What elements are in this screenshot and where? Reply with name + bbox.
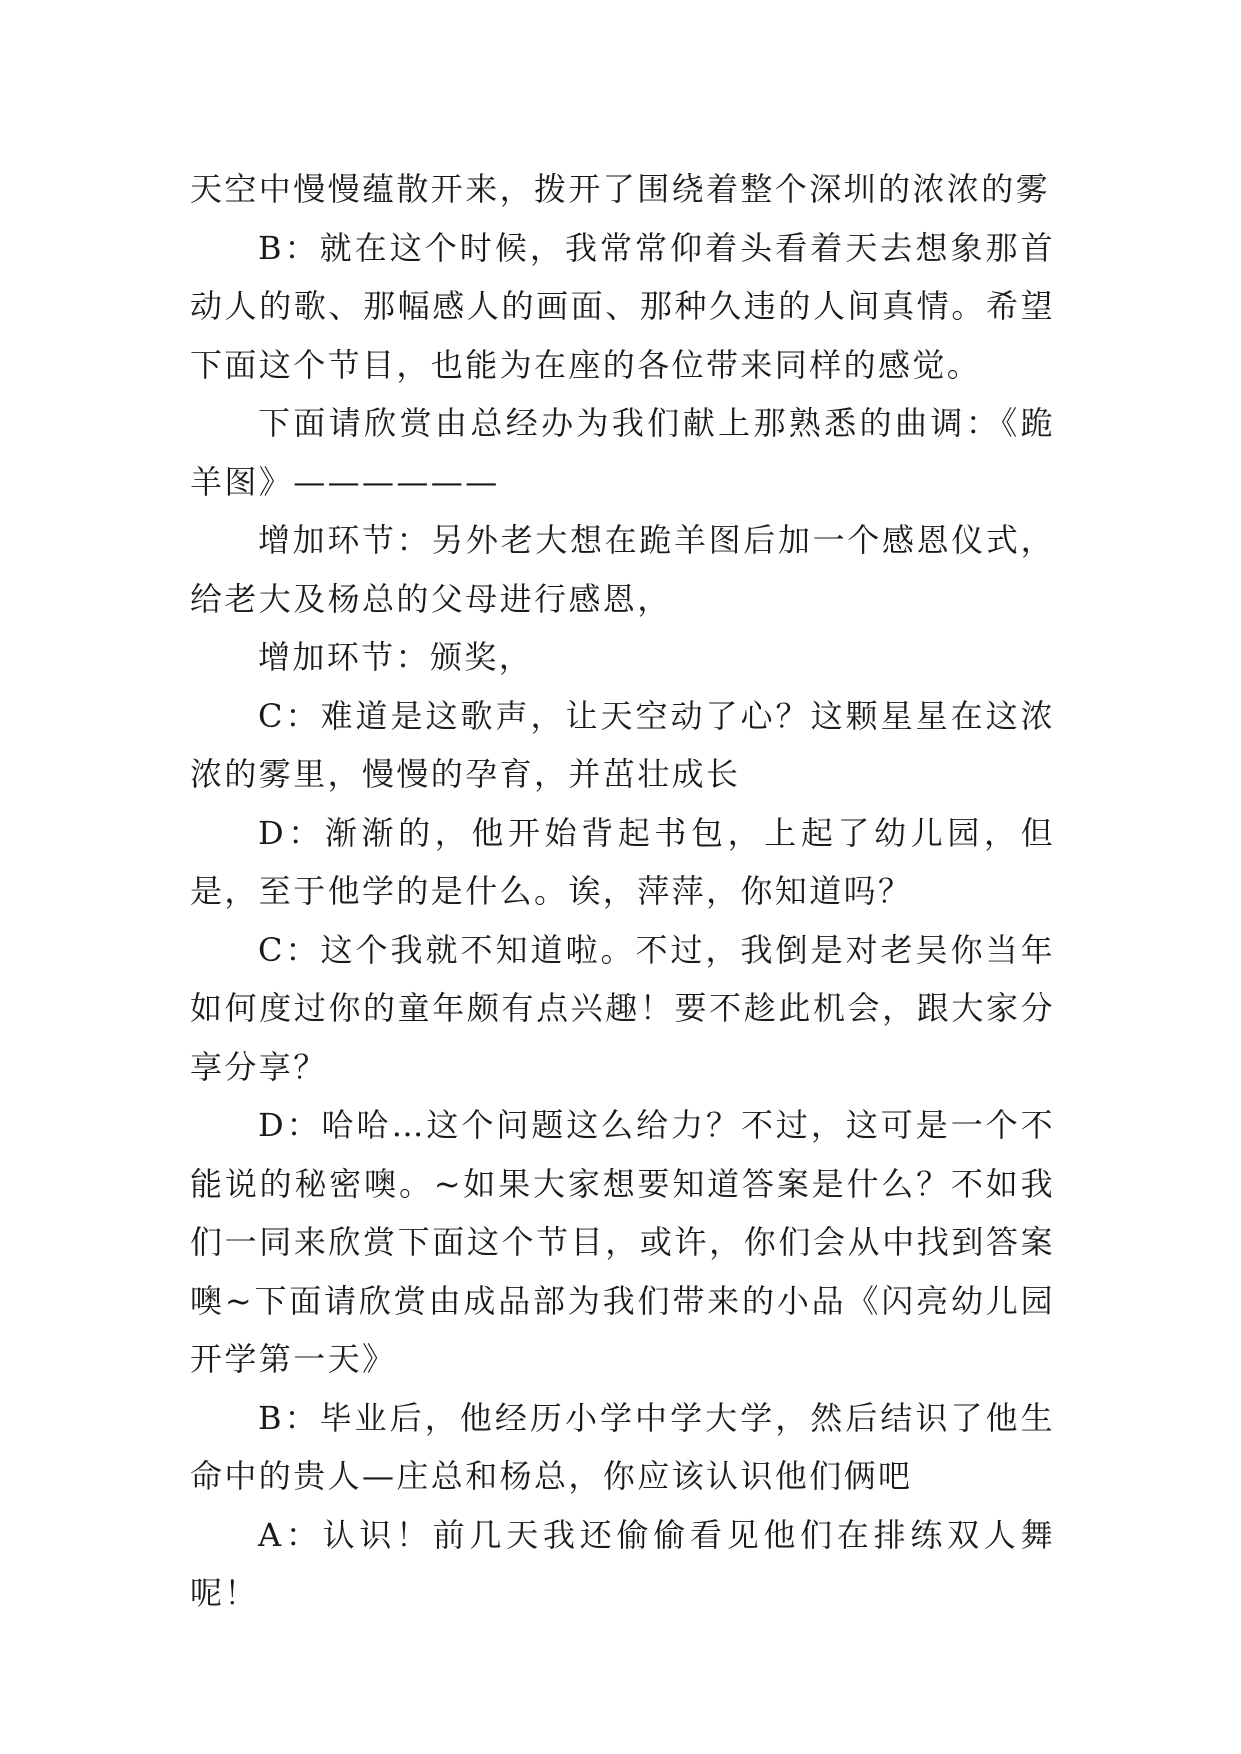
paragraph-2: B：就在这个时候，我常常仰着头看着天去想象那首动人的歌、那幅感人的画面、那种久违的人间真情。希望下面这个节目，也能为在座的各位带来同样的感觉。	[190, 228, 1055, 384]
paragraph-6: C：难道是这歌声，让天空动了心？这颗星星在这浓浓的雾里，慢慢的孕育，并茁壮成长	[190, 696, 1055, 793]
paragraph-7: D：渐渐的，他开始背起书包，上起了幼儿园，但是，至于他学的是什么。诶，萍萍，你知道吗？	[190, 813, 1055, 910]
paragraph-1: 天空中慢慢蕴散开来，拨开了围绕着整个深圳的浓浓的雾	[190, 170, 1051, 208]
paragraph-11: A：认识！前几天我还偷偷看见他们在排练双人舞呢！	[190, 1515, 1055, 1612]
paragraph-9: D：哈哈…这个问题这么给力？不过，这可是一个不能说的秘密噢。~如果大家想要知道答案是什么？不如我们一同来欣赏下面这个节目，或许，你们会从中找到答案噢~下面请欣赏由成品部为我们带来的小品《闪亮幼儿园开学第一天》	[190, 1106, 1055, 1378]
paragraph-10: B：毕业后，他经历小学中学大学，然后结识了他生命中的贵人—庄总和杨总，你应该认识他们俩吧	[190, 1398, 1055, 1495]
paragraph-3: 下面请欣赏由总经办为我们献上那熟悉的曲调：《跪羊图》——————	[190, 404, 1055, 501]
paragraph-8: C：这个我就不知道啦。不过，我倒是对老吴你当年如何度过你的童年颇有点兴趣！要不趁此机会，跟大家分享分享？	[190, 930, 1055, 1086]
document-body	[190, 160, 1055, 1623]
paragraph-5: 增加环节：颁奖，	[258, 638, 534, 676]
paragraph-4: 增加环节：另外老大想在跪羊图后加一个感恩仪式，给老大及杨总的父母进行感恩，	[190, 521, 1055, 618]
